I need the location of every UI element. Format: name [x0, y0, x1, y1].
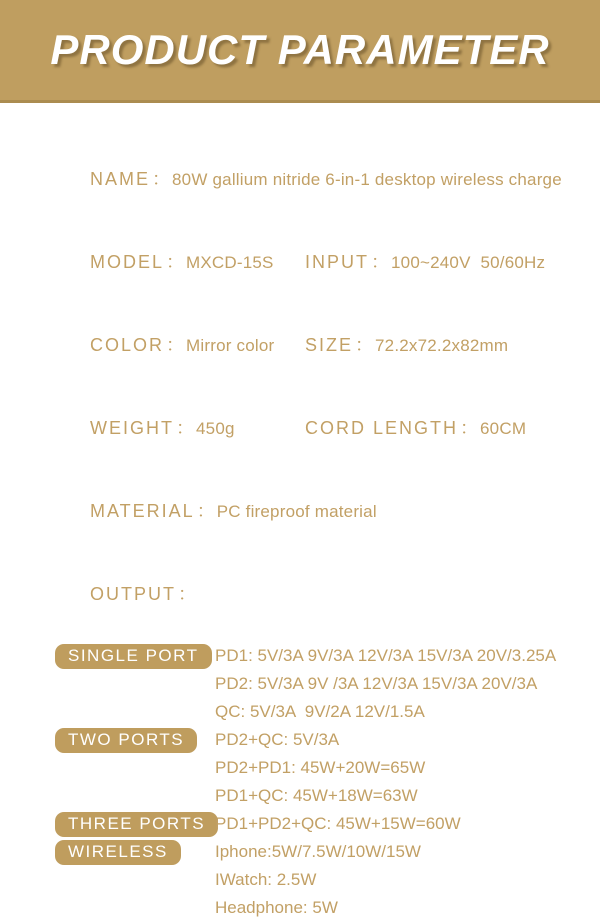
spec-row-material: [60, 476, 600, 544]
spec-value-input: 100~240V 50/60Hz: [391, 253, 546, 272]
spec-label-input: INPUT: [305, 252, 370, 272]
output-line-pd1-qc: PD1+QC: 45W+18W=63W: [215, 786, 418, 805]
three-ports-badge: THREE PORTS: [55, 812, 218, 837]
spec-item-model: [60, 227, 275, 295]
spec-value-material: PC fireproof material: [216, 502, 377, 521]
spec-label-model: MODEL: [90, 252, 165, 272]
spec-label-material: MATERIAL: [90, 501, 195, 521]
spec-value-weight: 450g: [196, 419, 235, 438]
spec-item-cord-length: [275, 393, 526, 461]
output-line-iphone: Iphone:5W/7.5W/10W/15W: [215, 842, 421, 861]
badge-column: [55, 838, 215, 922]
output-line-iwatch: IWatch: 2.5W: [215, 870, 317, 889]
spec-row-color-size: [60, 310, 600, 378]
badge-column: [55, 810, 215, 838]
spec-separator: ：: [178, 584, 197, 604]
output-line-pd2-pd1: PD2+PD1: 45W+20W=65W: [215, 758, 426, 777]
output-group-wireless: [55, 838, 600, 922]
spec-separator: ：: [166, 335, 185, 355]
spec-sheet: [60, 144, 600, 627]
header-banner: [0, 0, 600, 103]
badge-column: [55, 642, 215, 726]
spec-label-output: OUTPUT: [90, 584, 177, 604]
output-group-single-port: [55, 642, 600, 726]
output-group-two-ports: [55, 726, 600, 810]
output-group-three-ports: [55, 810, 600, 838]
spec-label-cord-length: CORD LENGTH: [305, 418, 459, 438]
lines-column: [215, 726, 600, 810]
output-line-pd1-pd2-qc: PD1+PD2+QC: 45W+15W=60W: [215, 814, 461, 833]
lines-column: [215, 642, 600, 726]
spec-value-size: 72.2x72.2x82mm: [375, 336, 509, 355]
spec-separator: ：: [176, 418, 195, 438]
spec-value-color: Mirror color: [186, 336, 275, 355]
lines-column: [215, 838, 600, 922]
spec-row-name: [60, 144, 600, 212]
two-ports-badge: TWO PORTS: [55, 728, 197, 753]
spec-separator: ：: [152, 169, 171, 189]
spec-label-size: SIZE: [305, 335, 354, 355]
page-title: PRODUCT PARAMETER: [50, 26, 550, 73]
lines-column: [215, 810, 600, 838]
spec-value-model: MXCD-15S: [186, 253, 274, 272]
spec-label-color: COLOR: [90, 335, 165, 355]
spec-row-weight-cord: [60, 393, 600, 461]
spec-separator: ：: [355, 335, 374, 355]
spec-item-weight: [60, 393, 275, 461]
spec-row-model-input: [60, 227, 600, 295]
spec-item-output-title: [60, 559, 198, 627]
output-line-pd2-qc: PD2+QC: 5V/3A: [215, 730, 340, 749]
output-line-pd2: PD2: 5V/3A 9V /3A 12V/3A 15V/3A 20V/3A: [215, 674, 538, 693]
spec-item-color: [60, 310, 275, 378]
single-port-badge: SINGLE PORT: [55, 644, 212, 669]
spec-item-size: [275, 310, 508, 378]
spec-label-weight: WEIGHT: [90, 418, 175, 438]
badge-column: [55, 726, 215, 810]
spec-separator: ：: [196, 501, 215, 521]
spec-item-material: [60, 476, 377, 544]
spec-item-input: [275, 227, 545, 295]
spec-label-name: NAME: [90, 169, 151, 189]
spec-separator: ：: [460, 418, 479, 438]
wireless-badge: WIRELESS: [55, 840, 181, 865]
output-section: [55, 642, 600, 922]
output-line-headphone: Headphone: 5W: [215, 898, 338, 917]
spec-value-cord-length: 60CM: [480, 419, 527, 438]
spec-separator: ：: [371, 252, 390, 272]
spec-value-name: 80W gallium nitride 6-in-1 desktop wireless charge: [172, 170, 562, 189]
spec-row-output-title: [60, 559, 600, 627]
spec-separator: ：: [166, 252, 185, 272]
output-line-qc: QC: 5V/3A 9V/2A 12V/1.5A: [215, 702, 425, 721]
output-line-pd1: PD1: 5V/3A 9V/3A 12V/3A 15V/3A 20V/3.25A: [215, 646, 557, 665]
spec-item-name: [60, 144, 562, 212]
